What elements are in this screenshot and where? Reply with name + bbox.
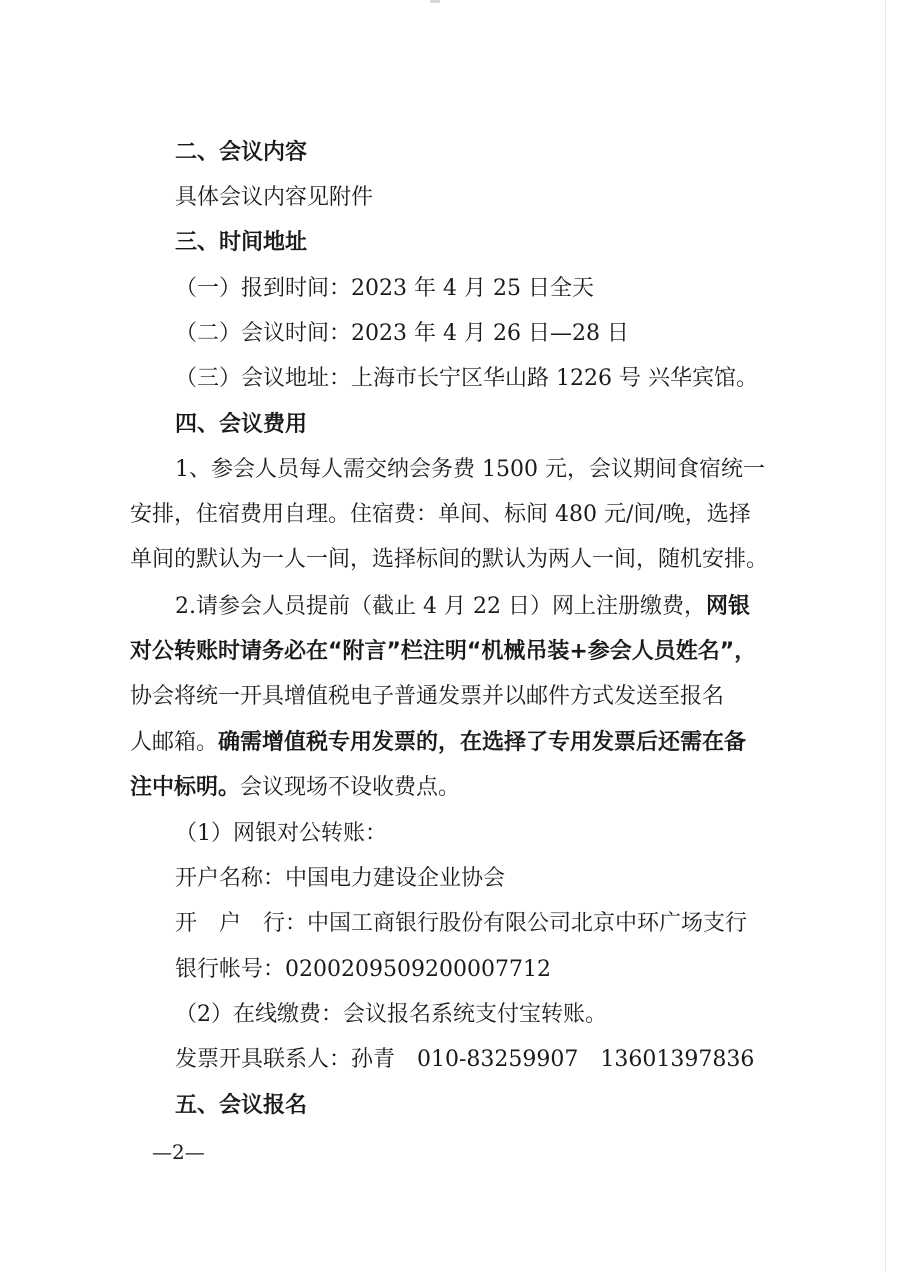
page-edge-line	[885, 0, 886, 1272]
fee-paragraph-1-line-2: 安排，住宿费用自理。住宿费：单间、标间 480 元/间/晚，选择	[130, 502, 751, 527]
account-bank: 开 户 行：中国工商银行股份有限公司北京中环广场支行	[175, 911, 748, 936]
fee-paragraph-2-line-1	[175, 592, 750, 622]
fee-paragraph-2-line-2: 对公转账时请务必在“附言”栏注明“机械吊装+参会人员姓名”，	[130, 639, 757, 664]
account-number: 银行帐号：0200209509200007712	[175, 957, 551, 982]
fee-paragraph-2-line-5-bold: 注中标明。	[130, 775, 241, 800]
scan-mark	[430, 0, 440, 3]
invoice-contact: 发票开具联系人：孙青 010-83259907 13601397836	[175, 1047, 755, 1072]
time-item-meeting: （二）会议时间：2023 年 4 月 26 日—28 日	[175, 321, 629, 346]
fee-paragraph-2-line-1-bold: 网银	[705, 594, 750, 619]
content-line: 具体会议内容见附件	[175, 185, 374, 210]
time-item-checkin: （一）报到时间：2023 年 4 月 25 日全天	[175, 276, 594, 301]
fee-paragraph-2-line-3: 协会将统一开具增值税电子普通发票并以邮件方式发送至报名	[130, 684, 725, 709]
section-heading-fees: 四、会议费用	[175, 412, 308, 437]
online-payment: （2）在线缴费：会议报名系统支付宝转账。	[175, 1002, 607, 1027]
time-item-address: （三）会议地址：上海市长宁区华山路 1226 号 兴华宾馆。	[175, 366, 758, 391]
fee-paragraph-2-line-1-text: 2.请参会人员提前（截止 4 月 22 日）网上注册缴费，	[175, 594, 706, 619]
account-name: 开户名称：中国电力建设企业协会	[175, 866, 506, 891]
section-heading-time-place: 三、时间地址	[175, 230, 308, 255]
fee-paragraph-1-line-3: 单间的默认为一人一间，选择标间的默认为两人一间，随机安排。	[130, 547, 769, 572]
fee-paragraph-2-line-5	[130, 773, 460, 803]
fee-paragraph-1-line-1: 1、参会人员每人需交纳会务费 1500 元，会议期间食宿统一	[175, 457, 765, 482]
section-heading-registration: 五、会议报名	[175, 1093, 308, 1118]
bank-transfer-title: （1）网银对公转账：	[175, 821, 387, 846]
fee-paragraph-2-line-5-text: 会议现场不设收费点。	[240, 775, 461, 800]
fee-paragraph-2-line-4-bold: 确需增值税专用发票的，在选择了专用发票后还需在备	[218, 730, 747, 755]
fee-paragraph-2-line-4-text: 人邮箱。	[130, 730, 219, 755]
section-heading-content: 二、会议内容	[175, 140, 308, 165]
fee-paragraph-2-line-4	[130, 728, 746, 758]
page-number: —2—	[152, 1140, 205, 1164]
